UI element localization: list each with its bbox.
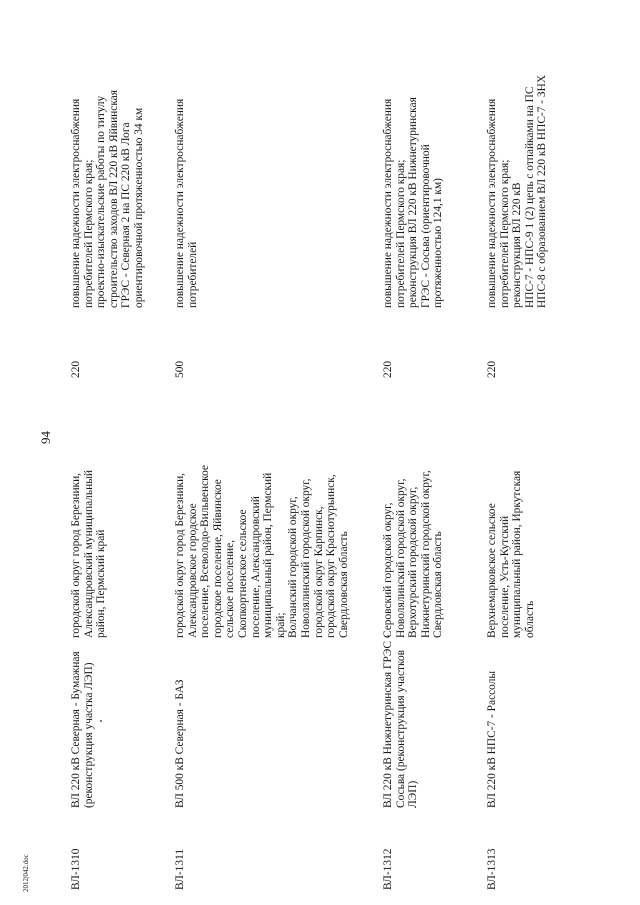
voltage-kv: 220	[486, 360, 498, 378]
line-name: ВЛ 220 кВ Нижнетуринская ГРЭС - Сосьва (реконструкция участков ЛЭП)	[382, 634, 420, 808]
line-purpose: повышение надежности электроснабжения потребителей Пермского края; реконструкция ВЛ 220 кВ НПС-7 - НПС-9 1 (2) цепь с отпайками на ПС НПС-8 с образованием ВЛ 220 кВ НПС-7 - ЗНХ	[486, 74, 549, 308]
line-purpose: повышение надежности электроснабжения потребителей Пермского края; проектно-изыскательские работы по титулу строительство заходов ВЛ 220 кВ Яйвинская ГРЭС - Северная 2 на ПС 220 кВ Лога ориентировочной протяженностью 34 км	[70, 90, 145, 308]
power-lines-table	[70, 35, 596, 890]
row-id: ВЛ-1311	[174, 848, 186, 890]
line-purpose: повышение надежности электроснабжения потребителей	[174, 98, 199, 308]
voltage-kv: 220	[70, 360, 82, 378]
voltage-kv: 500	[174, 360, 186, 378]
document-filename: 2012|042.doc	[22, 854, 30, 892]
voltage-kv: 220	[382, 360, 394, 378]
line-location: Верхнемарковское сельское поселение, Усть-Кутский муниципальный район, Иркутская область	[486, 470, 536, 638]
line-purpose: повышение надежности электроснабжения потребителей Пермского края; реконструкция ВЛ 220 кВ Нижнетуринская ГРЭС - Сосьва (ориентировочной протяженностью 124,1 км)	[382, 97, 445, 308]
table-row	[486, 35, 596, 890]
line-name: ВЛ 220 кВ Северная - Бумажная (реконструкция участка ЛЭП)	[70, 651, 95, 808]
table-row	[70, 35, 166, 890]
line-name: ВЛ 500 кВ Северная - БАЗ	[174, 679, 186, 808]
row-id: ВЛ-1312	[382, 848, 394, 890]
page-number: 94	[38, 431, 53, 444]
table-row	[174, 35, 374, 890]
row-id: ВЛ-1310	[70, 848, 82, 890]
line-location: Серовский городской округ, Новолялинский городской округ, Верхотурский городской округ, Нижнетуринский городской округ, Свердловская область	[382, 470, 445, 638]
table-row	[382, 35, 478, 890]
line-location: городской округ город Березники, Александровский муниципальный район, Пермский край	[70, 470, 108, 638]
line-location: городской округ город Березники, Александровское городское поселение, Всеволодо-Вильвенское городское поселение, Яйвинское сельское поселение, Скопкортненское сельское поселение, Александровский муниципальный район, Пермский край; Волчанский городской округ, Новолялинский городской округ, городской округ Карпинск, городской округ Краснотурьинск, Свердловская область	[174, 465, 350, 638]
line-name: ВЛ 220 кВ НПС-7 - Рассолы	[486, 670, 498, 808]
row-id: ВЛ-1313	[486, 848, 498, 890]
